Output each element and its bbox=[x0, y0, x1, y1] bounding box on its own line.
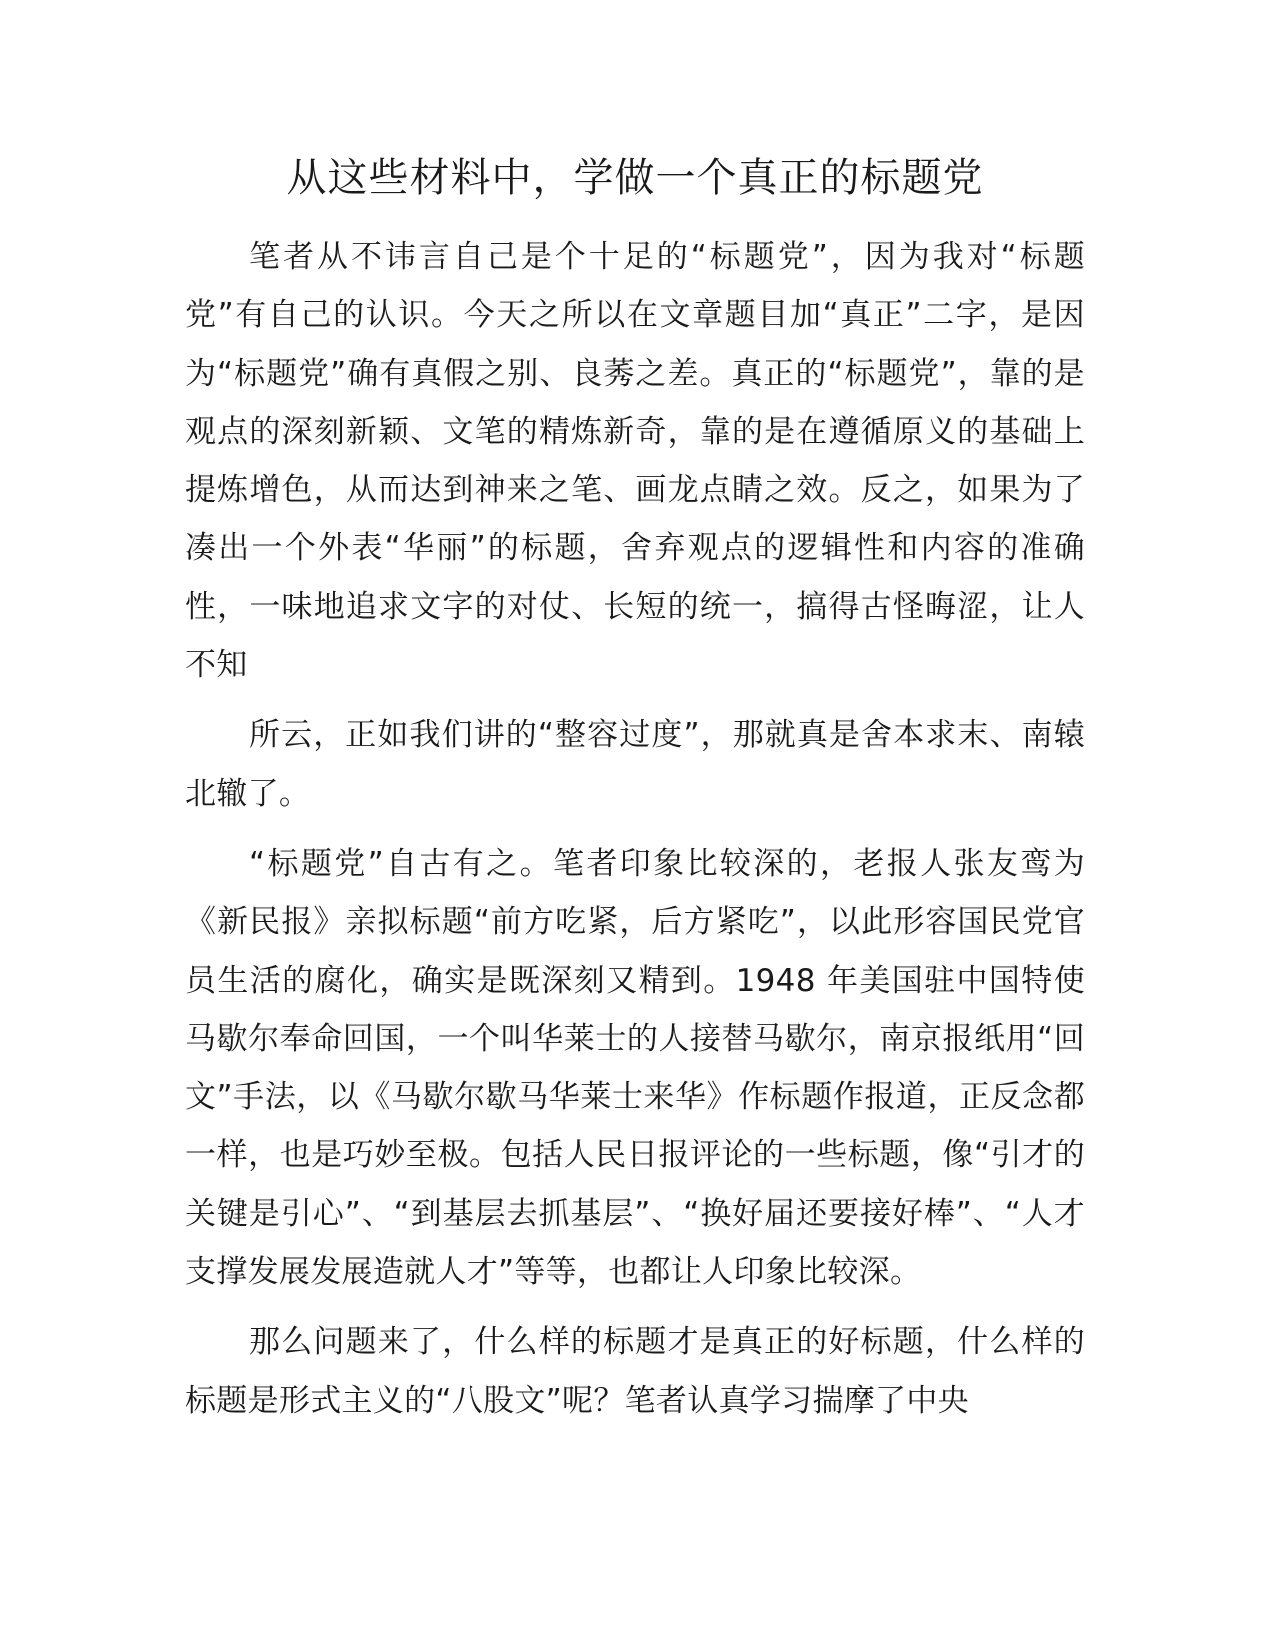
paragraph: “标题党”自古有之。笔者印象比较深的，老报人张友鸾为《新民报》亲拟标题“前方吃紧，后方紧吃”，以此形容国民党官员生活的腐化，确实是既深刻又精到。1948 年美国驻中国特使马歇尔奉命回国，一个叫华莱士的人接替马歇尔，南京报纸用“回文”手法，以《马歇尔歇马华莱士来华》作标题作报道，正反念都一样，也是巧妙至极。包括人民日报评论的一些标题，像“引才的关键是引心”、“到基层去抓基层”、“换好届还要接好棒”、“人才支撑发展发展造就人才”等等，也都让人印象比较深。 bbox=[185, 845, 1085, 1291]
document-title: 从这些材料中，学做一个真正的标题党 bbox=[286, 155, 984, 201]
paragraph: 笔者从不讳言自己是个十足的“标题党”，因为我对“标题党”有自己的认识。今天之所以在文章题目加“真正”二字，是因为“标题党”确有真假之别、良莠之差。真正的“标题党”，靠的是观点的深刻新颖、文笔的精炼新奇，靠的是在遵循原义的基础上提炼增色，从而达到神来之笔、画龙点睛之效。反之，如果为了凑出一个外表“华丽”的标题，舍弃观点的逻辑性和内容的准确性，一味地追求文字的对仗、长短的统一，搞得古怪晦涩，让人不知 bbox=[185, 239, 1085, 684]
paragraph: 那么问题来了，什么样的标题才是真正的好标题，什么样的标题是形式主义的“八股文”呢？笔者认真学习揣摩了中央 bbox=[185, 1324, 1085, 1419]
document-body bbox=[185, 228, 1085, 1442]
paragraph: 所云，正如我们讲的“整容过度”，那就真是舍本求末、南辕北辙了。 bbox=[185, 717, 1085, 812]
